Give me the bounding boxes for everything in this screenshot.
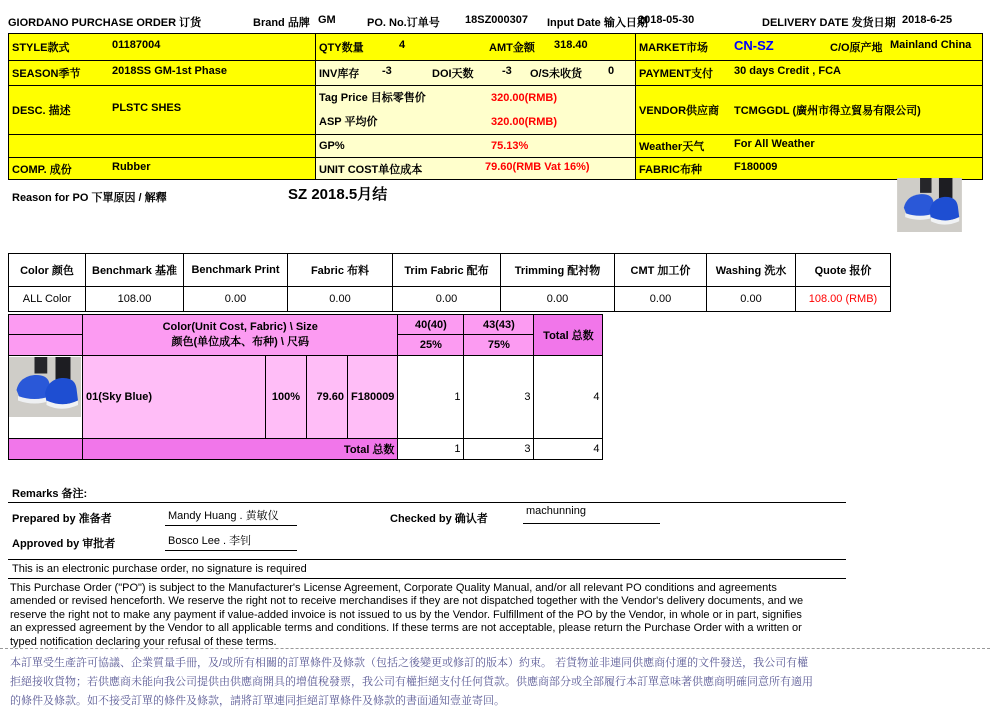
benchmark-cell: 0.00 (501, 287, 615, 312)
payment-label: PAYMENT支付 (639, 68, 713, 80)
gp-label: GP% (319, 140, 345, 152)
benchmark-header: Trim Fabric 配布 (393, 254, 501, 287)
approved-by-label: Approved by 审批者 (12, 538, 116, 550)
qty-amt-cell (316, 34, 636, 61)
desc-label: DESC. 描述 (12, 105, 71, 117)
asp-value: 320.00(RMB) (491, 116, 558, 128)
benchmark-header: Color 颜色 (9, 254, 86, 287)
vendor-cell (636, 86, 983, 135)
terms-en-line: reserve the right not to make any payment if value-added invoice is not issued to us by the Vendor. Fulfillment of the PO by the Vendor, in whole or in part, signifies (10, 608, 802, 621)
input-date-value: 2018-05-30 (638, 14, 695, 26)
prepared-by-label: Prepared by 准备者 (12, 513, 112, 525)
prepared-by-value: Mandy Huang . 黄敏仪 (165, 507, 297, 526)
size-total-header: Total 总数 (534, 315, 603, 356)
qty-43-cell: 3 (464, 356, 534, 439)
qty-value: 4 (399, 39, 406, 51)
os-label: O/S未收货 (530, 68, 582, 80)
benchmark-cell: 0.00 (615, 287, 707, 312)
page-break-line (0, 648, 990, 649)
payment-value: 30 days Credit , FCA (734, 65, 841, 77)
size-col-43: 43(43) (464, 315, 534, 335)
weather-label: Weather天气 (639, 141, 705, 153)
benchmark-cell: 0.00 (393, 287, 501, 312)
terms-chinese (10, 654, 985, 711)
unit-cost-label: UNIT COST单位成本 (319, 163, 423, 176)
terms-cn-line: 本訂單受生產許可協議、企業質量手冊，及/或所有相關的訂單條件及條款（包括之後變更或修訂的版本）約束。 若貨物並非連同供應商付運的文件發送，我公司有權 (10, 657, 809, 669)
vendor-label: VENDOR供应商 (639, 105, 720, 117)
terms-en-line: amended or revised henceforth. We reserve the right not to receive merchandises if they are not dispatched together with the Vendor's delivery documents, and we (10, 595, 804, 608)
color-row-photo-cell (9, 356, 83, 439)
size-header-title (83, 315, 398, 356)
po-number-value: 18SZ000307 (465, 14, 528, 26)
style-value: 01187004 (112, 39, 161, 51)
pricing-cell (316, 86, 636, 135)
shoe-image (897, 178, 962, 232)
benchmark-header: Benchmark 基准 (86, 254, 184, 287)
fabric-cell (636, 158, 983, 180)
product-photo (897, 178, 962, 235)
season-value: 2018SS GM-1st Phase (112, 65, 227, 77)
benchmark-table (8, 253, 891, 312)
size-pct-43: 75% (464, 335, 534, 356)
material-pct-cell: 100% (266, 356, 307, 439)
weather-cell (636, 135, 983, 158)
desc-cell (9, 86, 316, 135)
color-name-cell: 01(Sky Blue) (83, 356, 266, 439)
payment-cell (636, 61, 983, 86)
brand-label: Brand 品牌 (253, 17, 310, 29)
season-cell (9, 61, 316, 86)
country-origin-value: Mainland China (890, 39, 972, 51)
benchmark-header: Benchmark Print (184, 254, 288, 287)
divider (8, 578, 846, 579)
season-label: SEASON季节 (12, 68, 81, 80)
reason-label: Reason for PO 下單原因 / 解釋 (12, 192, 167, 204)
fabric-label: FABRIC布种 (639, 163, 702, 176)
approved-by-value: Bosco Lee . 李钊 (165, 532, 297, 551)
reason-value: SZ 2018.5月结 (288, 186, 388, 203)
unit-cost-value: 79.60(RMB Vat 16%) (485, 160, 590, 173)
size-header-corner (9, 335, 83, 356)
remarks-title: Remarks 备注: (12, 488, 88, 500)
total-qty-40-cell: 1 (398, 439, 464, 460)
unit-cost-cell (316, 158, 636, 180)
delivery-date-value: 2018-6-25 (902, 14, 953, 26)
benchmark-header: Trimming 配衬物 (501, 254, 615, 287)
benchmark-header: CMT 加工价 (615, 254, 707, 287)
shoe-image (9, 356, 81, 418)
checked-by-label: Checked by 确认者 (390, 513, 488, 525)
terms-en-line: This Purchase Order ("PO") is subject to the Manufacturer's License Agreement, Corporate Quality Manual, and/or all relevant PO conditions and agreements (10, 582, 777, 594)
benchmark-cell: ALL Color (9, 287, 86, 312)
amt-value: 318.40 (554, 39, 588, 51)
size-col-40: 40(40) (398, 315, 464, 335)
total-qty-43-cell: 3 (464, 439, 534, 460)
style-cell (9, 34, 316, 61)
terms-en-line: typed notification declaring your refusal of these terms. (10, 635, 277, 648)
divider (8, 502, 846, 503)
size-header-corner (9, 315, 83, 335)
fabric-code-cell: F180009 (348, 356, 398, 439)
benchmark-cell: 0.00 (707, 287, 796, 312)
doi-value: -3 (502, 65, 512, 77)
terms-cn-line: 的條件及條款。如不接受訂單的條件及條款，請將訂單連同拒絕訂單條件及條款的書面通知壹並寄回。 (10, 695, 505, 707)
total-row-corner (9, 439, 83, 460)
delivery-date-label: DELIVERY DATE 发货日期 (762, 17, 896, 29)
quote-value-cell: 108.00 (RMB) (796, 287, 891, 312)
size-breakdown-table (8, 314, 603, 460)
document-title: GIORDANO PURCHASE ORDER 订货 (8, 17, 202, 29)
size-header-title-cn: 颜色(单位成本、布种) \ 尺码 (171, 336, 309, 348)
benchmark-cell: 0.00 (184, 287, 288, 312)
electronic-note: This is an electronic purchase order, no signature is required (12, 563, 307, 575)
tag-price-label: Tag Price 目标零售价 (319, 92, 426, 104)
po-number-label: PO. No.订单号 (367, 17, 440, 29)
comp-label: COMP. 成份 (12, 163, 72, 176)
row-total-cell: 4 (534, 356, 603, 439)
unit-cost-cell-row: 79.60 (307, 356, 348, 439)
divider (8, 559, 846, 560)
weather-value: For All Weather (734, 138, 815, 150)
inv-value: -3 (382, 65, 392, 77)
comp-value: Rubber (112, 160, 151, 173)
benchmark-header: Quote 报价 (796, 254, 891, 287)
inv-label: INV库存 (319, 68, 360, 80)
market-value: CN-SZ (734, 38, 774, 53)
benchmark-cell: 108.00 (86, 287, 184, 312)
input-date-label: Input Date 输入日期 (547, 17, 648, 29)
amt-label: AMT金额 (489, 42, 535, 54)
doi-label: DOI天数 (432, 68, 474, 80)
desc-value: PLSTC SHES (112, 102, 182, 114)
vendor-value: TCMGGDL (廣州市得立貿易有限公司) (734, 105, 921, 117)
benchmark-header: Fabric 布料 (288, 254, 393, 287)
composition-cell (9, 158, 316, 180)
order-info-table (8, 33, 983, 180)
size-pct-40: 25% (398, 335, 464, 356)
empty-cell (9, 135, 316, 158)
brand-value: GM (318, 14, 336, 26)
country-origin-label: C/O原产地 (830, 42, 883, 54)
terms-cn-line: 拒絕接收貨物；若供應商未能向我公司提供由供應商開具的增值稅發票，我公司有權拒絕支付任何貨款。供應商部分或全部履行本訂單意味著供應商明確同意所有適用 (10, 676, 813, 688)
fabric-value: F180009 (734, 160, 778, 173)
total-row-label: Total 总数 (83, 439, 398, 460)
os-value: 0 (608, 65, 615, 77)
asp-label: ASP 平均价 (319, 116, 378, 128)
style-label: STYLE款式 (12, 42, 70, 54)
gp-cell (316, 135, 636, 158)
terms-english (10, 582, 982, 649)
checked-by-value: machunning (523, 505, 660, 524)
qty-label: QTY数量 (319, 42, 364, 54)
size-header-title-en: Color(Unit Cost, Fabric) \ Size (162, 321, 318, 333)
qty-40-cell: 1 (398, 356, 464, 439)
benchmark-header: Washing 洗水 (707, 254, 796, 287)
tag-price-value: 320.00(RMB) (491, 92, 558, 104)
market-label: MARKET市场 (639, 42, 709, 54)
grand-total-cell: 4 (534, 439, 603, 460)
terms-en-line: an expressed agreement by the Vendor to all applicable terms and conditions. If these terms are not acceptable, please return the Purchase Order with a written or (10, 622, 802, 635)
gp-value: 75.13% (491, 140, 529, 152)
benchmark-cell: 0.00 (288, 287, 393, 312)
market-cell (636, 34, 983, 61)
inventory-cell (316, 61, 636, 86)
